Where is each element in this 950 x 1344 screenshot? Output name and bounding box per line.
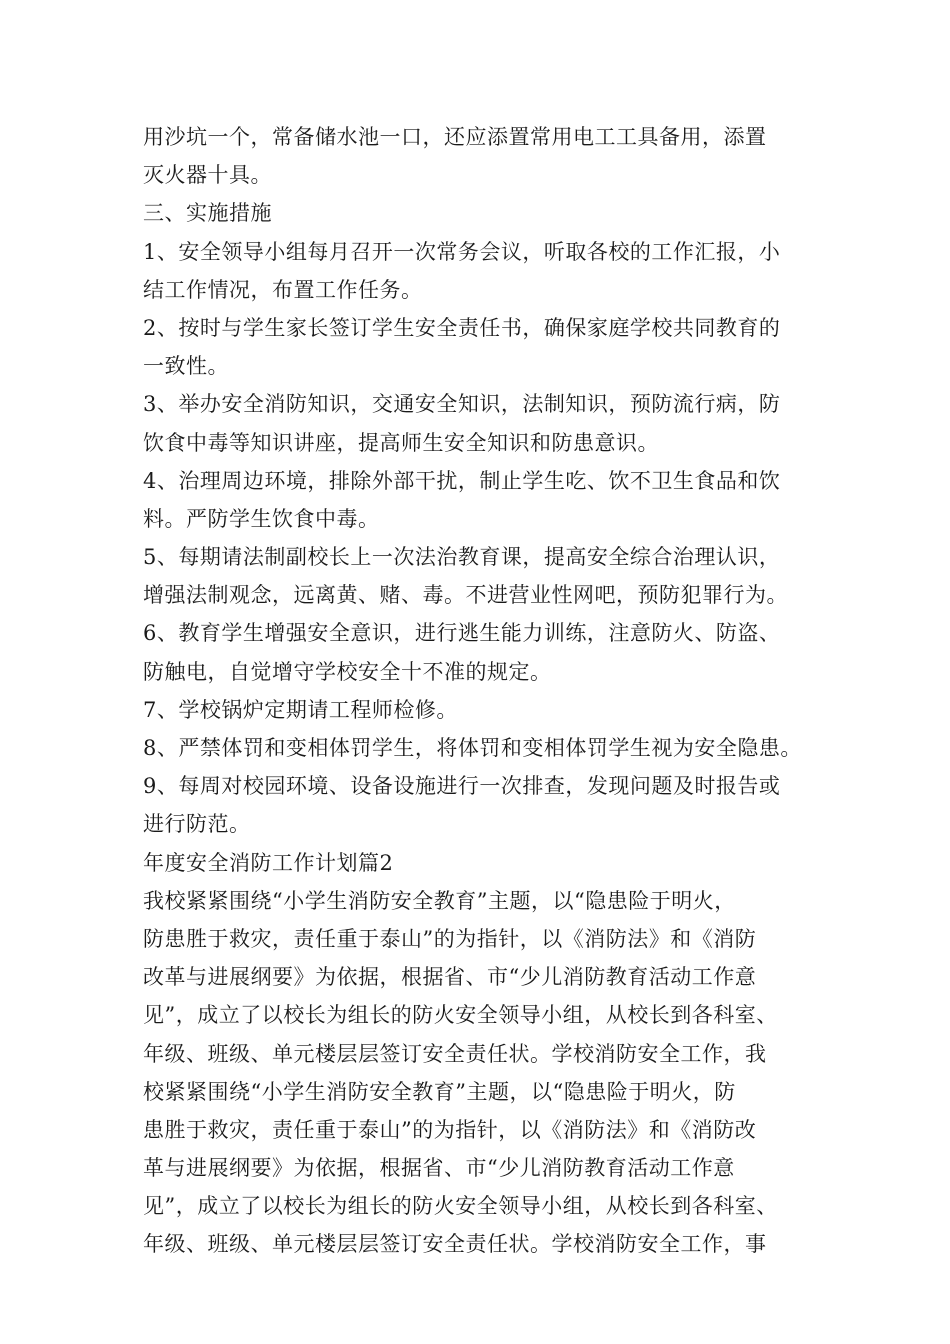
text-line: 年级、班级、单元楼层层签订安全责任状。学校消防安全工作，我 [143, 1041, 767, 1066]
text-line: 5、每期请法制副校长上一次法治教育课，提高安全综合治理认识， [143, 545, 781, 570]
section-heading: 三、实施措施 [143, 201, 272, 226]
text-line: 4、治理周边环境，排除外部干扰，制止学生吃、饮不卫生食品和饮 [143, 468, 781, 493]
text-line: 9、每周对校园环境、设备设施进行一次排查，发现问题及时报告或 [143, 774, 781, 799]
text-line: 7、学校锅炉定期请工程师检修。 [143, 697, 458, 722]
text-line: 革与进展纲要》为依据，根据省、市“少儿消防教育活动工作意 [143, 1156, 735, 1181]
text-line: 1、安全领导小组每月召开一次常务会议，听取各校的工作汇报，小 [143, 239, 781, 264]
text-line: 8、严禁体罚和变相体罚学生，将体罚和变相体罚学生视为安全隐患。 [143, 736, 802, 760]
text-line: 进行防范。 [143, 812, 251, 837]
text-line: 见”，成立了以校长为组长的防火安全领导小组，从校长到各科室、 [143, 1194, 778, 1219]
text-line: 用沙坑一个，常备储水池一口，还应添置常用电工工具备用，添置 [143, 125, 767, 149]
text-line: 防患胜于救灾，责任重于泰山”的为指针，以《消防法》和《消防 [143, 926, 757, 951]
text-line: 2、按时与学生家长签订学生安全责任书，确保家庭学校共同教育的 [143, 315, 781, 340]
text-line: 料。严防学生饮食中毒。 [143, 506, 380, 531]
text-line: 年级、班级、单元楼层层签订安全责任状。学校消防安全工作，事 [143, 1232, 767, 1257]
text-line: 灭火器十具。 [143, 163, 272, 188]
text-line: 校紧紧围绕“小学生消防安全教育”主题，以“隐患险于明火，防 [143, 1079, 736, 1104]
text-line: 增强法制观念，远离黄、赌、毒。不进营业性网吧，预防犯罪行为。 [143, 583, 788, 608]
text-line: 一致性。 [143, 354, 229, 379]
text-line: 改革与进展纲要》为依据，根据省、市“少儿消防教育活动工作意 [143, 965, 757, 990]
text-line: 6、教育学生增强安全意识，进行逃生能力训练，注意防火、防盗、 [143, 621, 781, 646]
text-line: 饮食中毒等知识讲座，提高师生安全知识和防患意识。 [143, 430, 659, 455]
text-line: 见”，成立了以校长为组长的防火安全领导小组，从校长到各科室、 [143, 1003, 778, 1028]
section-heading: 年度安全消防工作计划篇2 [143, 850, 394, 875]
text-line: 3、举办安全消防知识，交通安全知识，法制知识，预防流行病，防 [143, 392, 781, 417]
text-line: 我校紧紧围绕“小学生消防安全教育”主题，以“隐患险于明火， [143, 888, 736, 913]
text-line: 防触电，自觉增守学校安全十不准的规定。 [143, 659, 552, 684]
text-line: 结工作情况，布置工作任务。 [143, 277, 423, 302]
text-line: 患胜于救灾，责任重于泰山”的为指针，以《消防法》和《消防改 [143, 1117, 757, 1142]
document-body [143, 118, 823, 1264]
